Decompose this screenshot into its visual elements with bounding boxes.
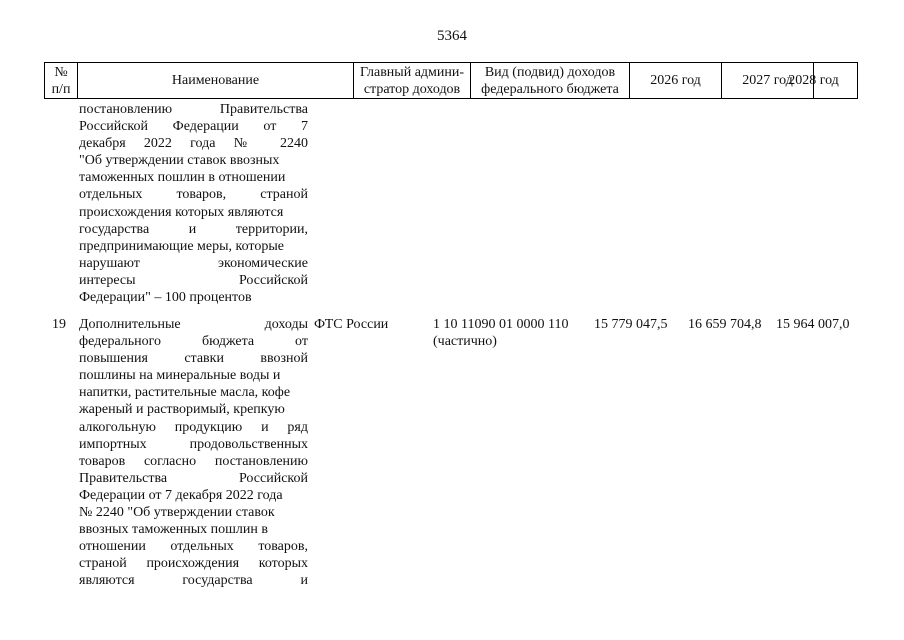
text-line: страной происхождения которых: [79, 556, 308, 572]
text-line: Федерации от 7 декабря 2022 года: [79, 487, 283, 503]
text-line: таможенных пошлин в отношении: [79, 170, 286, 186]
text-line: постановлению Правительства: [79, 102, 308, 117]
text-line: отношении отдельных товаров,: [79, 539, 308, 555]
row-revenue-code: [433, 316, 568, 350]
header-revenue-type: Вид (подвид) доходов федерального бюджета: [471, 63, 630, 98]
row-name: [79, 316, 308, 590]
text-line: Дополнительные доходы: [79, 317, 308, 332]
text-line: напитки, растительные масла, кофе: [79, 385, 291, 401]
text-line: федерального бюджета от: [79, 334, 308, 350]
revenue-code: 1 10 11090 01 0000 110: [433, 317, 569, 332]
text-line: Российской Федерации от 7: [79, 119, 308, 135]
text-line: ввозных таможенных пошлин в: [79, 522, 269, 538]
row-value-2028: 15 964 007,0: [776, 317, 850, 332]
table-header: [44, 62, 858, 99]
row-value-2027: 16 659 704,8: [688, 317, 762, 332]
text-line: Правительства Российской: [79, 470, 308, 486]
revenue-note: (частично): [433, 334, 497, 350]
text-line: предпринимающие меры, которые: [79, 238, 284, 254]
row-admin: ФТС России: [314, 317, 389, 332]
text-line: товаров согласно постановлению: [79, 453, 308, 469]
header-name: Наименование: [78, 63, 354, 98]
text-line: интересы Российской: [79, 272, 308, 288]
header-number: № п/п: [45, 63, 78, 98]
text-line: жареный и растворимый, крепкую: [79, 402, 285, 418]
text-line: государства и территории,: [79, 221, 308, 237]
text-line: № 2240 "Об утверждении ставок: [79, 505, 275, 521]
header-admin: Главный админи-стратор доходов: [354, 63, 471, 98]
text-line: отдельных товаров, страной: [79, 187, 308, 203]
text-line: нарушают экономические: [79, 255, 308, 271]
row-number: 19: [52, 317, 66, 332]
text-line: повышения ставки ввозной: [79, 351, 308, 367]
text-line: "Об утверждении ставок ввозных: [79, 153, 280, 169]
header-2026: 2026 год: [630, 63, 722, 98]
text-line: алкогольную продукцию и ряд: [79, 419, 308, 435]
text-line: декабря 2022 года № 2240: [79, 136, 308, 152]
header-2028-label: 2028 год: [788, 72, 839, 88]
text-line: происхождения которых являются: [79, 204, 284, 220]
text-line: импортных продовольственных: [79, 436, 308, 452]
row-value-2026: 15 779 047,5: [594, 317, 668, 332]
page-number: 5364: [437, 28, 467, 44]
text-line: Федерации" – 100 процентов: [79, 290, 252, 306]
text-line: являются государства и: [79, 573, 308, 589]
header-2027: 2027 год: [722, 63, 814, 98]
continuation-name: [79, 101, 308, 306]
text-line: пошлины на минеральные воды и: [79, 368, 281, 384]
